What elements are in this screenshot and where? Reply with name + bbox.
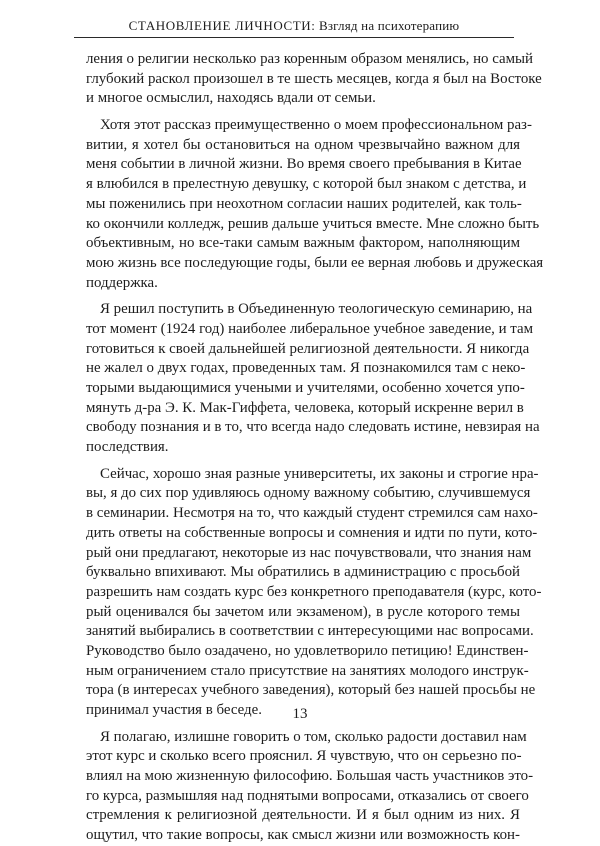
text-line: готовиться к своей дальнейшей религиозной деятельности. Я никогда (86, 340, 530, 357)
text-line: я влюбился в прелестную девушку, с которой был знаком с детства, и (86, 176, 527, 193)
text-line: этот курс и сколько всего прояснил. Я чувствую, что он серьезно по- (86, 748, 522, 765)
text-line: Руководство было озадачено, но удовлетворило петицию! Единствен- (86, 642, 529, 659)
text-line: вы, я до сих пор удивляюсь одному важному событию, случившемуся (86, 485, 531, 502)
text-line: го курса, размышляя над поднятыми вопросами, отказались от своего (86, 787, 529, 804)
running-head-subtitle: Взгляд на психотерапию (318, 18, 460, 33)
paragraph (86, 728, 534, 846)
text-line: буквально впихивают. Мы обратились в администрацию с просьбой (86, 564, 520, 581)
paragraph (86, 300, 540, 458)
paragraph (86, 116, 544, 293)
text-line: в семинарии. Несмотря на то, что каждый студент стремился сам нахо- (86, 505, 538, 522)
text-line: свободу познания и в то, что всегда надо следовать истине, невзирая на (86, 419, 540, 436)
text-line: тора (в интересах учебного заведения), который без нашей просьбы не (86, 682, 536, 699)
paragraph (86, 50, 542, 109)
text-line: ления о религии несколько раз коренным образом менялись, но самый (86, 51, 534, 67)
running-head-title: СТАНОВЛЕНИЕ ЛИЧНОСТИ: (128, 18, 316, 33)
text-line: Я полагаю, излишне говорить о том, сколько радости доставил нам (100, 728, 527, 745)
text-line: поддержка. (86, 274, 158, 291)
text-line: меня событии в личной жизни. Во время своего пребывания в Китае (86, 156, 522, 173)
text-line: принимал участия в беседе. (86, 702, 262, 718)
text-line: ощутил, что такие вопросы, как смысл жизни или возможность кон- (86, 827, 520, 844)
text-line: Хотя этот рассказ преимущественно о моем профессиональном раз- (100, 117, 532, 134)
text-line: глубокий раскол произошел в те шесть месяцев, когда я был на Востоке (86, 70, 542, 87)
body-text (86, 50, 544, 846)
text-line: не жалел о двух годах, проведенных там. Я познакомился там с неко- (86, 360, 526, 377)
text-line: Я решил поступить в Объединенную теологическую семинарию, на (100, 301, 533, 318)
text-line: тот момент (1924 год) наиболее либеральное учебное заведение, и там (86, 320, 534, 337)
text-line: рый оценивался бы зачетом или экзаменом), в русле которого темы (86, 603, 520, 620)
text-line: последствия. (86, 439, 169, 456)
text-line: Сейчас, хорошо зная разные университеты, их законы и строгие нра- (100, 465, 539, 482)
paragraph-gap (86, 293, 520, 300)
text-line: дить ответы на собственные вопросы и сомнения и идти по пути, кото- (86, 524, 538, 541)
text-line: занятий выбирались в соответствии с интересующими нас вопросами. (86, 623, 534, 640)
text-line: влиял на мою жизненную философию. Большая часть участников это- (86, 768, 534, 785)
text-line: мы поженились при неохотном согласии наших родителей, как толь- (86, 195, 522, 212)
text-line: стремления к религиозной деятельности. И я был одним из них. Я (86, 807, 520, 824)
running-head (74, 18, 514, 38)
text-line: и многое осмыслил, находясь вдали от семьи. (86, 90, 376, 107)
paragraph-gap (86, 109, 520, 116)
text-line: торыми выдающимися учеными и учителями, особенно хочется упо- (86, 380, 525, 396)
text-line: мянуть д-ра Э. К. Мак-Гиффета, человека, который искренне верил в (86, 399, 524, 416)
text-line: рый они предлагают, некоторые из нас почувствовали, что знания нам (86, 544, 532, 561)
text-line: ным ограничением стало присутствие на занятиях молодого инструк- (86, 662, 529, 679)
paragraph-gap (86, 458, 520, 465)
text-line: разрешить нам создать курс без конкретного преподавателя (курс, кото- (86, 583, 542, 600)
page-number: 13 (292, 706, 308, 722)
paragraph (86, 465, 542, 721)
text-line: мою жизнь все последующие годы, были ее верная любовь и дружеская (86, 254, 544, 271)
text-line: объективным, но все-таки самым важным фактором, наполняющим (86, 235, 520, 252)
text-line: ко окончили колледж, решив дальше учиться вместе. Мне сложно быть (86, 215, 540, 232)
text-line: витии, я хотел бы остановиться на одном чрезвычайно важном для (86, 136, 520, 153)
